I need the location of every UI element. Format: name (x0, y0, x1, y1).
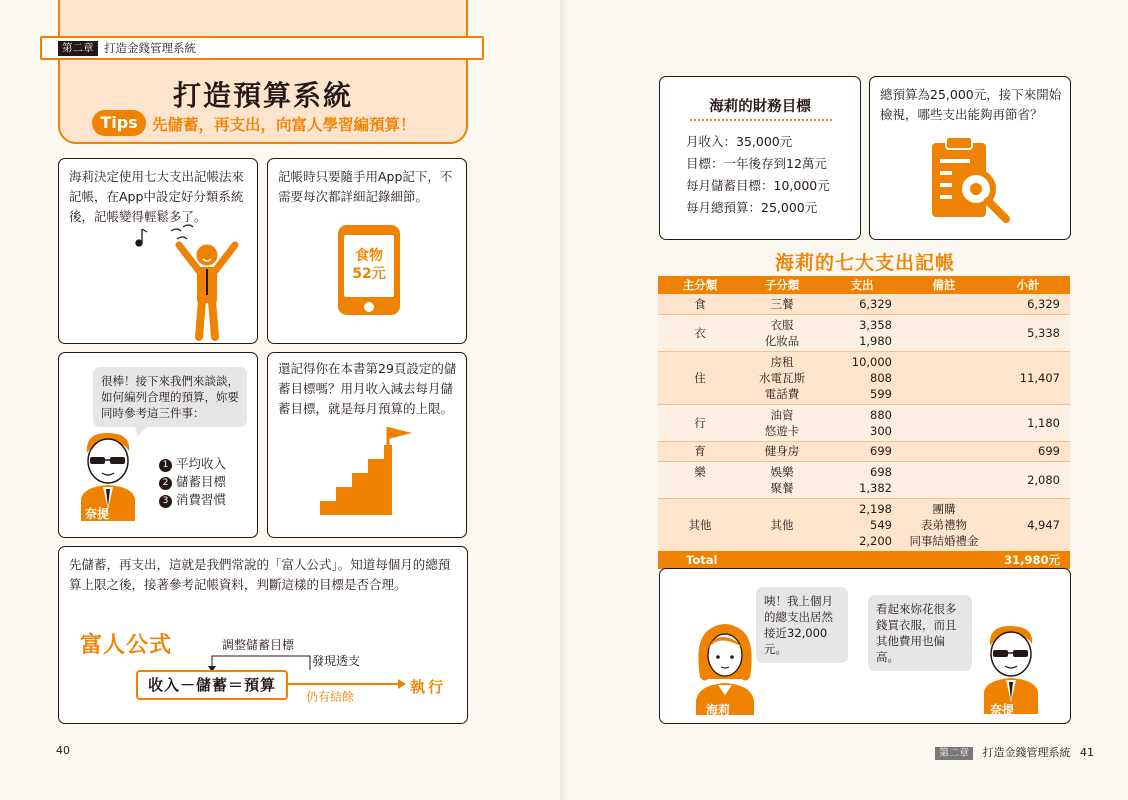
subtotal: 6,329 (986, 294, 1070, 314)
conversation-panel (659, 568, 1071, 724)
main-category: 住 (658, 351, 742, 404)
bubble-tail (790, 641, 804, 655)
note: 團購 表弟禮物 同事結婚禮金 (902, 498, 986, 551)
formula-overspend-label: 發現透支 (312, 654, 361, 668)
clipboard-search-icon (930, 135, 1020, 231)
table-row (658, 404, 1070, 441)
main-category: 樂 (658, 461, 742, 498)
sub-category: 健身房 (742, 441, 822, 461)
subtotal: 1,180 (986, 404, 1070, 441)
table-row (658, 351, 1070, 404)
goal-item: 月收入：35,000元 (686, 134, 793, 149)
book-gutter (560, 0, 568, 800)
goal-item: 每月總預算：25,000元 (686, 200, 818, 215)
note (902, 441, 986, 461)
panel-1-text: 海莉決定使用七大支出記帳法來記帳，在App中設定好分類系統後，記帳變得輕鬆多了。 (69, 169, 245, 224)
naiti-name-label: 奈提 (85, 507, 110, 521)
sub-category: 油資 悠遊卡 (742, 404, 822, 441)
sub-category: 房租 水電瓦斯 電話費 (742, 351, 822, 404)
footer-chapter-name: 打造金錢管理系統 (982, 746, 1071, 759)
expense-amount: 2,198 549 2,200 (822, 498, 902, 551)
note (902, 314, 986, 351)
subtotal: 4,947 (986, 498, 1070, 551)
col-header: 備註 (902, 276, 986, 294)
list-item: 2 儲蓄目標 (159, 473, 226, 491)
expense-table (658, 276, 1070, 569)
sub-category: 三餐 (742, 294, 822, 314)
three-things-list (159, 455, 226, 509)
col-header: 小計 (986, 276, 1070, 294)
expense-amount: 699 (822, 441, 902, 461)
total-label: Total (658, 551, 902, 569)
phone-icon (338, 225, 400, 315)
formula-adjust-label: 調整儲蓄目標 (222, 638, 295, 652)
music-notes-icon (131, 221, 201, 253)
table-title: 海莉的七大支出記帳 (774, 252, 955, 274)
goal-list (686, 131, 830, 219)
panel-4-text: 還記得你在本書第29頁設定的儲蓄目標嗎？用月收入減去每月儲蓄目標，就是每月預算的上限。 (278, 361, 457, 416)
col-header: 子分類 (742, 276, 822, 294)
haley-name-label: 海莉 (706, 703, 731, 717)
chapter-tag: 第二章 (58, 41, 98, 56)
goal-divider (690, 119, 832, 121)
main-category: 其他 (658, 498, 742, 551)
goal-title: 海莉的財務目標 (709, 99, 811, 115)
phone-label: 食物 (355, 248, 383, 264)
chapter-header (40, 36, 484, 60)
total-value: 31,980元 (986, 551, 1070, 569)
expense-amount: 698 1,382 (822, 461, 902, 498)
footer-right (935, 744, 1094, 760)
formula-main: 收入－儲蓄＝預算 (136, 670, 288, 700)
financial-goal-panel (659, 76, 861, 240)
main-category: 行 (658, 404, 742, 441)
list-item: 3 消費習慣 (159, 491, 226, 509)
table-header-row (658, 276, 1070, 294)
goal-item: 目標：一年後存到12萬元 (686, 156, 827, 171)
naiti-name-label-right: 奈提 (990, 703, 1015, 717)
speech-bubble-naiti-right: 看起來妳花很多錢買衣服，而且其他費用也偏高。 (868, 595, 972, 671)
main-category: 育 (658, 441, 742, 461)
chapter-name: 打造金錢管理系統 (104, 41, 196, 55)
table-row (658, 441, 1070, 461)
table-row (658, 498, 1070, 551)
list-item: 1 平均收入 (159, 455, 226, 473)
tips-badge: Tips (92, 110, 146, 136)
sub-category: 衣服 化妝品 (742, 314, 822, 351)
stairs-flag-icon (320, 427, 420, 515)
col-header: 主分類 (658, 276, 742, 294)
note (902, 404, 986, 441)
formula-title: 富人公式 (80, 633, 173, 658)
expense-amount: 10,000 808 599 (822, 351, 902, 404)
sub-category: 其他 (742, 498, 822, 551)
table-row (658, 461, 1070, 498)
speech-bubble-naiti: 很棒！接下來我們來談談，如何編列合理的預算，妳要同時參考這三件事： (93, 367, 247, 427)
page-number-left: 40 (56, 744, 70, 757)
comic-panel-3 (58, 352, 258, 538)
goal-item: 每月儲蓄目標：10,000元 (686, 178, 830, 193)
subtotal: 5,338 (986, 314, 1070, 351)
main-category: 食 (658, 294, 742, 314)
expense-amount: 880 300 (822, 404, 902, 441)
table-row (658, 294, 1070, 314)
table-row (658, 314, 1070, 351)
formula-surplus-label: 仍有結餘 (306, 690, 355, 704)
review-panel (869, 76, 1071, 240)
note (902, 461, 986, 498)
subtotal: 2,080 (986, 461, 1070, 498)
sub-category: 娛樂 聚餐 (742, 461, 822, 498)
main-category: 衣 (658, 314, 742, 351)
panel-2-text: 記帳時只要隨手用App記下，不需要每次都詳細記錄細節。 (278, 169, 453, 204)
expense-amount: 3,358 1,980 (822, 314, 902, 351)
comic-panel-1 (58, 158, 258, 344)
review-text: 總預算為25,000元，接下來開始檢視，哪些支出能夠再節省？ (880, 87, 1062, 122)
panel-5-text: 先儲蓄，再支出，這就是我們常說的「富人公式」。知道每個月的總預算上限之後，接著參考記帳資料，判斷這樣的目標是否合理。 (69, 557, 451, 592)
formula-execute-label: 執行 (410, 678, 447, 696)
phone-home-button (364, 302, 374, 312)
subtotal: 699 (986, 441, 1070, 461)
phone-amount: 52元 (352, 266, 386, 282)
total-row (658, 551, 1070, 569)
comic-panel-2 (267, 158, 467, 344)
page-number-right: 41 (1080, 746, 1094, 759)
note (902, 351, 986, 404)
speech-bubble-haley: 咦！我上個月的總支出居然接近32,000元。 (756, 587, 848, 663)
bubble-tail (932, 649, 946, 663)
page-title: 打造預算系統 (172, 79, 353, 112)
subtotal: 11,407 (986, 351, 1070, 404)
col-header: 支出 (822, 276, 902, 294)
expense-amount: 6,329 (822, 294, 902, 314)
note (902, 294, 986, 314)
tips-text: 先儲蓄，再支出，向富人學習編預算！ (152, 116, 416, 134)
comic-panel-4 (267, 352, 467, 538)
footer-chapter-tag: 第二章 (935, 747, 973, 760)
